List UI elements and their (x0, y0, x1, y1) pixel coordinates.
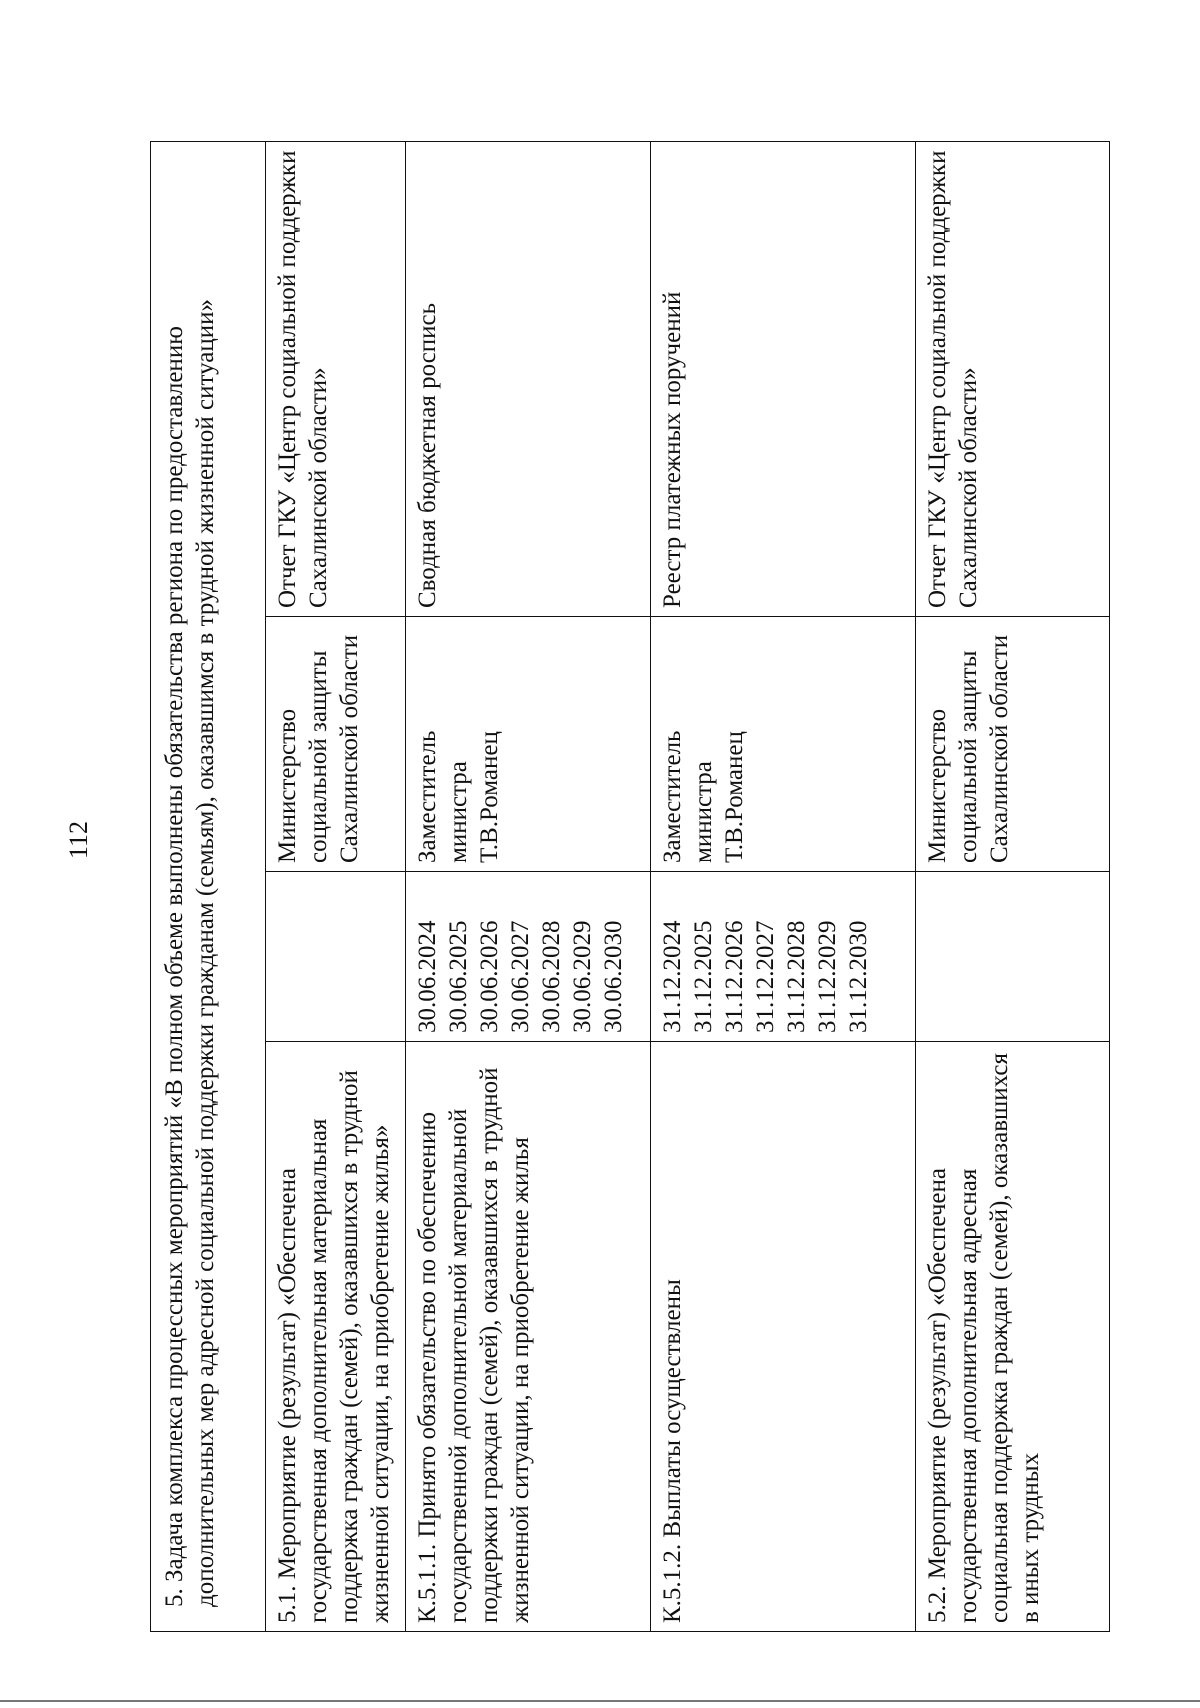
measures-table (150, 141, 1110, 1632)
section-header: 5. Задача комплекса процессных мероприятий «В полном объеме выполнены обязательства региона по предоставлению дополнительных мер адресной социальной поддержки гражданам (семьям), оказавшимся в трудной жизненной ситуации» (151, 141, 266, 1631)
table-row (266, 141, 406, 1631)
deadline-date: 30.06.2026 (476, 920, 503, 1033)
deadline-dates (916, 872, 1110, 1042)
deadline-date: 31.12.2024 (659, 920, 686, 1033)
deadline-date: 31.12.2027 (752, 920, 779, 1033)
measure-name: 5.1. Мероприятие (результат) «Обеспечена государственная дополнительная материальная поддержка граждан (семей), оказавшихся в трудной жизненной ситуации, на приобретение жилья» (266, 1042, 406, 1632)
rotated-page-content (150, 142, 1110, 1632)
deadline-date: 30.06.2024 (414, 920, 441, 1033)
measure-name: 5.2. Мероприятие (результат) «Обеспечена государственная дополнительная адресная социальная поддержка граждан (семей), оказавшихся в иных трудных (916, 1042, 1110, 1632)
responsible-person: Министерство социальной защиты Сахалинской области (266, 617, 406, 872)
responsible-person: Министерство социальной защиты Сахалинской области (916, 617, 1110, 872)
section-header-row (151, 141, 266, 1631)
table-row (916, 141, 1110, 1631)
measure-name: К.5.1.1. Принято обязательство по обеспечению государственной дополнительной материальной поддержки граждан (семей), оказавшихся в трудной жизненной ситуации, на приобретение жилья (406, 1042, 651, 1632)
deadline-date: 31.12.2029 (814, 920, 841, 1033)
table-row (406, 141, 651, 1631)
deadline-dates (406, 872, 651, 1042)
responsible-person: Заместитель министра Т.В.Романец (406, 617, 651, 872)
table-row (651, 141, 916, 1631)
confirming-document: Отчет ГКУ «Центр социальной поддержки Сахалинской области» (266, 141, 406, 616)
deadline-date: 30.06.2025 (445, 920, 472, 1033)
deadline-dates (266, 872, 406, 1042)
deadline-date: 30.06.2030 (600, 920, 627, 1033)
responsible-person: Заместитель министра Т.В.Романец (651, 617, 916, 872)
deadline-date: 30.06.2027 (507, 920, 534, 1033)
deadline-date: 31.12.2025 (690, 920, 717, 1033)
page-number: 112 (64, 820, 94, 860)
deadline-date: 31.12.2026 (721, 920, 748, 1033)
measure-name: К.5.1.2. Выплаты осуществлены (651, 1042, 916, 1632)
confirming-document: Реестр платежных поручений (651, 141, 916, 616)
deadline-dates (651, 872, 916, 1042)
deadline-date: 30.06.2028 (538, 920, 565, 1033)
confirming-document: Отчет ГКУ «Центр социальной поддержки Сахалинской области» (916, 141, 1110, 616)
deadline-date: 31.12.2028 (783, 920, 810, 1033)
deadline-date: 30.06.2029 (569, 920, 596, 1033)
scan-edge-line (0, 1700, 1200, 1702)
deadline-date: 31.12.2030 (845, 920, 872, 1033)
confirming-document: Сводная бюджетная роспись (406, 141, 651, 616)
